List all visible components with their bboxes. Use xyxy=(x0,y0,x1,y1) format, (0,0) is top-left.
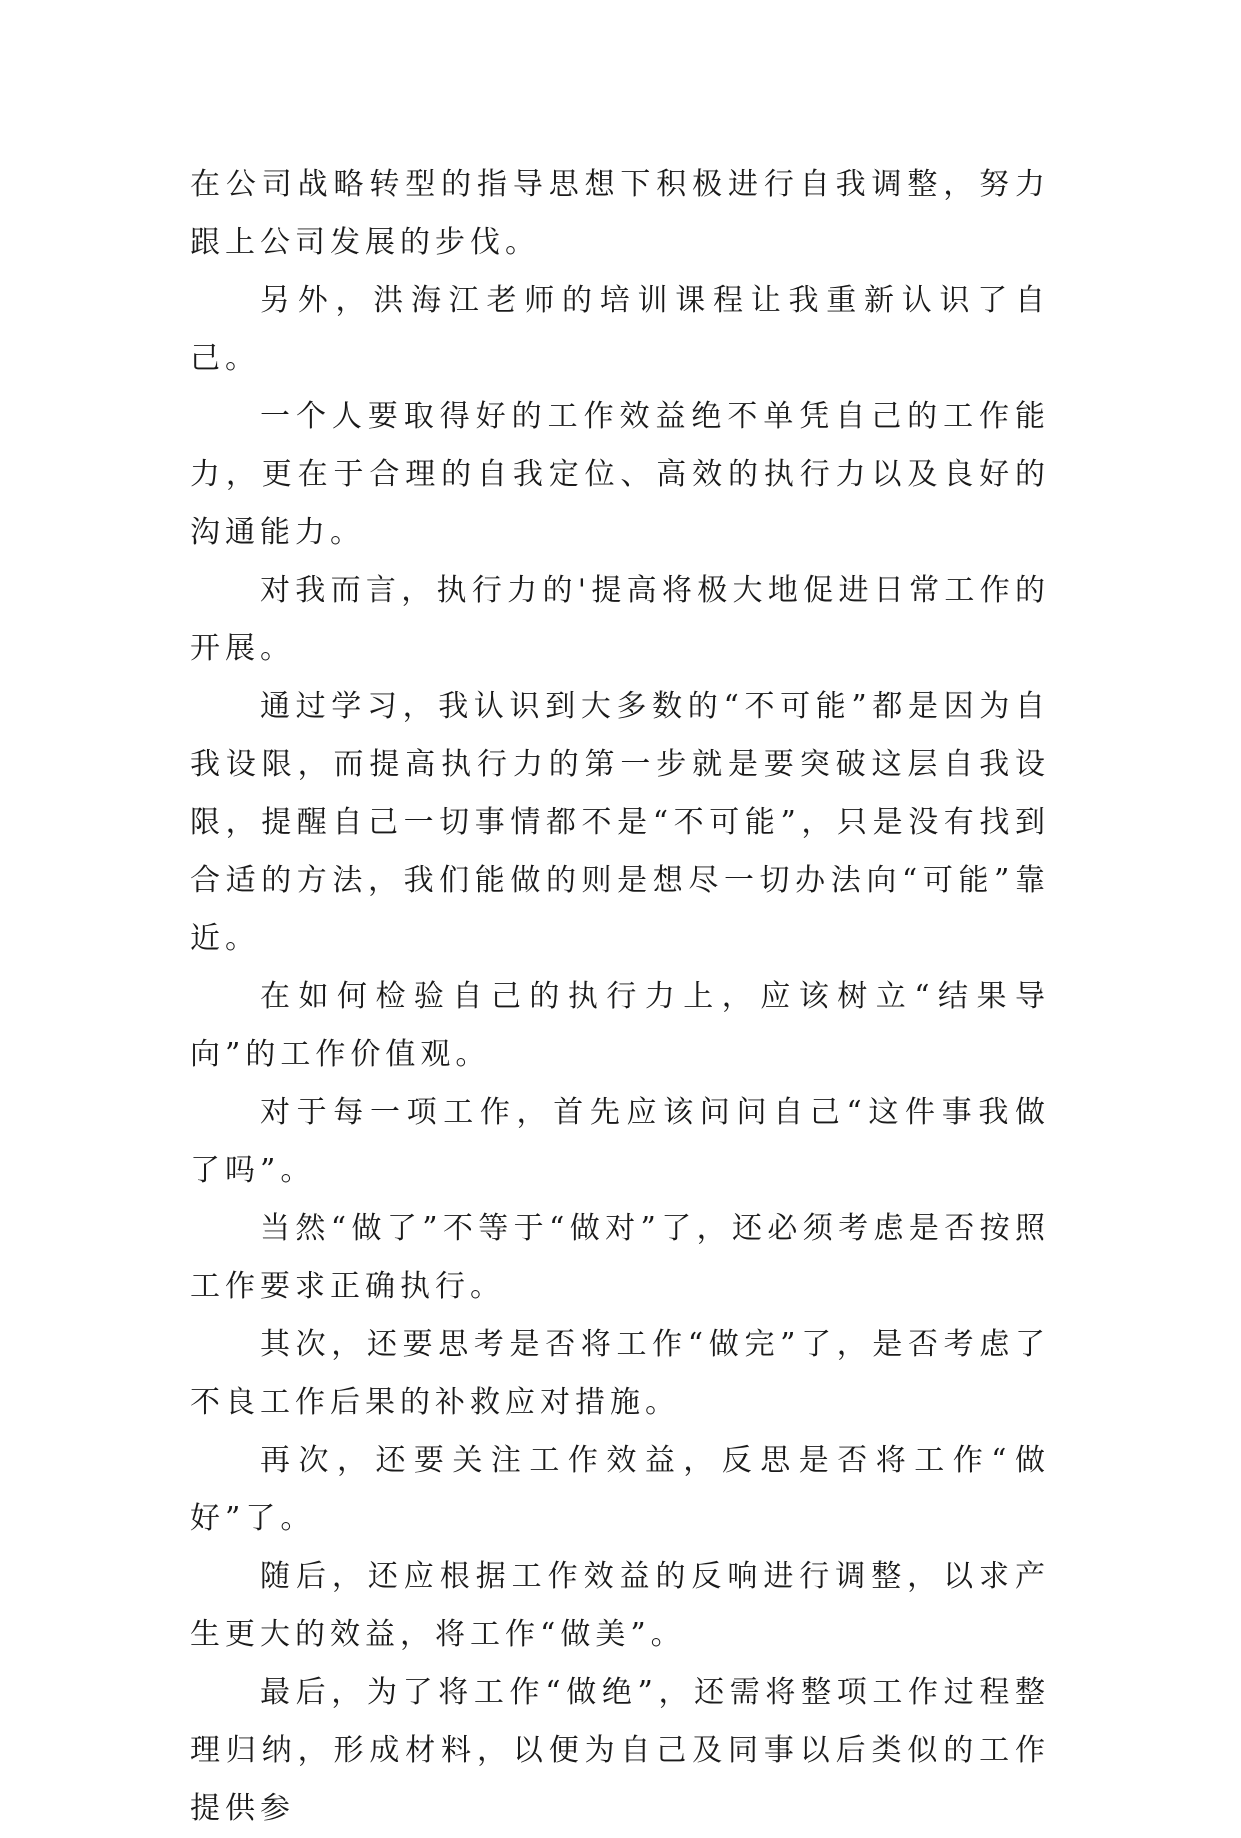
paragraph: 再次，还要关注工作效益，反思是否将工作“做好”了。 xyxy=(190,1443,1050,1536)
paragraph: 对于每一项工作，首先应该问问自己“这件事我做了吗”。 xyxy=(190,1095,1050,1188)
paragraph: 在如何检验自己的执行力上，应该树立“结果导向”的工作价值观。 xyxy=(190,979,1050,1072)
paragraph: 对我而言，执行力的'提高将极大地促进日常工作的开展。 xyxy=(190,573,1050,666)
paragraph: 随后，还应根据工作效益的反响进行调整，以求产生更大的效益，将工作“做美”。 xyxy=(190,1559,1050,1652)
paragraph: 其次，还要思考是否将工作“做完”了，是否考虑了不良工作后果的补救应对措施。 xyxy=(190,1327,1050,1420)
paragraph: 通过学习，我认识到大多数的“不可能”都是因为自我设限，而提高执行力的第一步就是要突破这层自我设限，提醒自己一切事情都不是“不可能”，只是没有找到合适的方法，我们能做的则是想尽一切办法向“可能”靠近。 xyxy=(190,689,1050,956)
paragraph: 当然“做了”不等于“做对”了，还必须考虑是否按照工作要求正确执行。 xyxy=(190,1211,1050,1304)
document-body xyxy=(190,156,1050,1838)
paragraph: 最后，为了将工作“做绝”，还需将整项工作过程整理归纳，形成材料，以便为自己及同事以后类似的工作提供参 xyxy=(190,1675,1050,1826)
paragraph: 在公司战略转型的指导思想下积极进行自我调整，努力跟上公司发展的步伐。 xyxy=(190,167,1050,260)
paragraph: 另外，洪海江老师的培训课程让我重新认识了自己。 xyxy=(190,283,1050,376)
paragraph: 一个人要取得好的工作效益绝不单凭自己的工作能力，更在于合理的自我定位、高效的执行力以及良好的沟通能力。 xyxy=(190,399,1050,550)
